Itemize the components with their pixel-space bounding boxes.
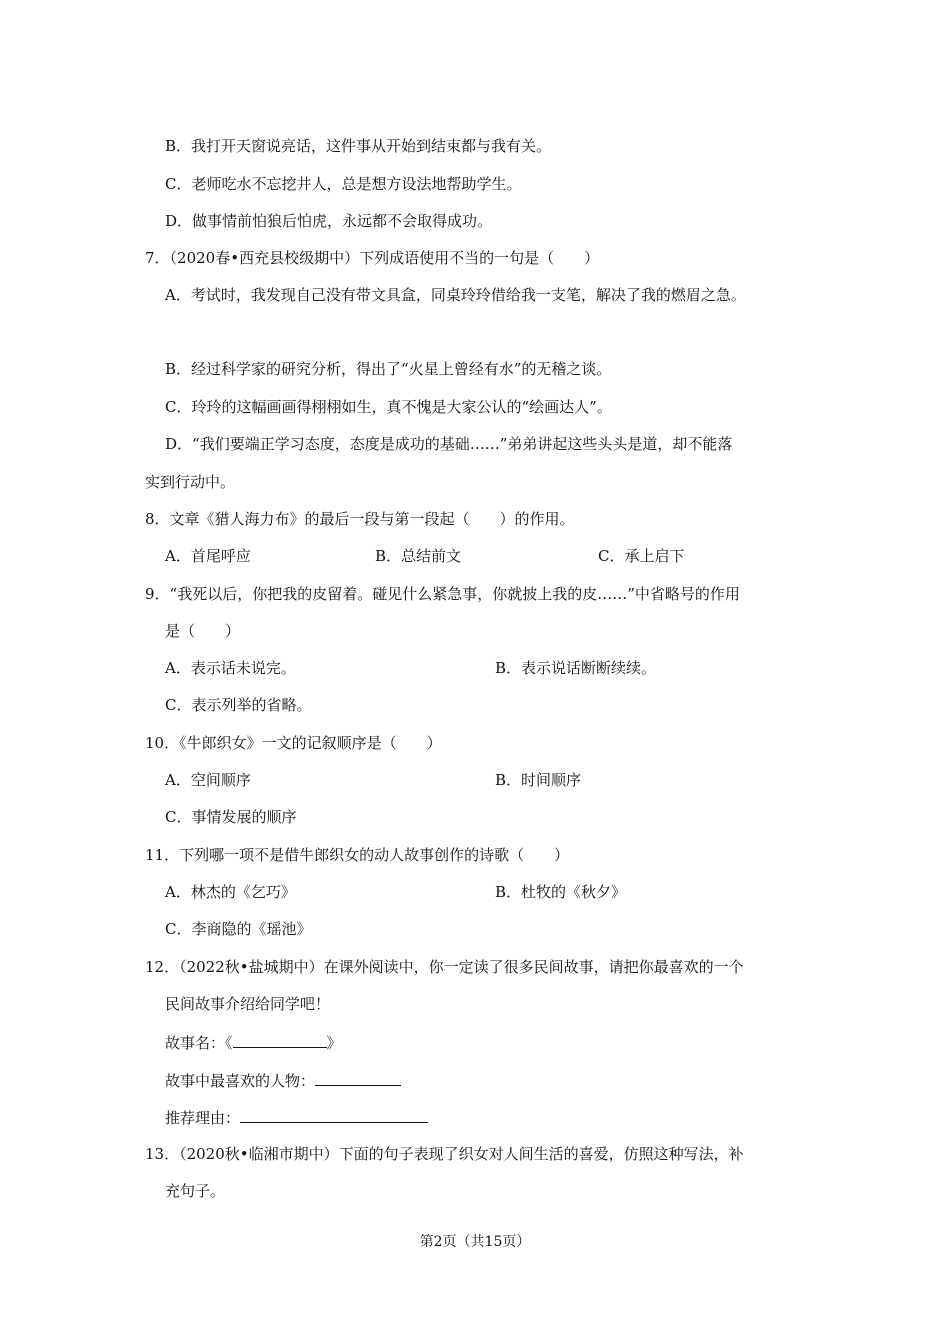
- q7-option-b: B．经过科学家的研究分析，得出了“火星上曾经有水”的无稽之谈。: [165, 360, 612, 378]
- story-name-suffix: 》: [326, 1034, 342, 1052]
- story-name-label: 故事名：《: [165, 1034, 233, 1052]
- favorite-character-field: [165, 1069, 401, 1091]
- q10-stem: 10．《牛郎织女》一文的记叙顺序是（ ）: [145, 734, 442, 752]
- q7-option-d-line1: D．“我们要端正学习态度，态度是成功的基础……”弟弟讲起这些头头是道，却不能落: [165, 435, 733, 453]
- q10-option-b: B．时间顺序: [495, 771, 582, 789]
- q7-option-c: C．玲玲的这幅画画得栩栩如生，真不愧是大家公认的“绘画达人”。: [165, 398, 612, 416]
- recommend-reason-field: [165, 1106, 428, 1128]
- q6-option-d: D．做事情前怕狼后怕虎，永远都不会取得成功。: [165, 212, 493, 230]
- q9-stem-line1: 9．“我死以后，你把我的皮留着。碰见什么紧急事，你就披上我的皮……”中省略号的作用: [145, 585, 740, 603]
- q12-stem-line2: 民间故事介绍给同学吧！: [165, 995, 331, 1013]
- q7-stem: 7．（2020春•西充县校级期中）下列成语使用不当的一句是（ ）: [145, 249, 600, 267]
- q9-stem-line2: 是（ ）: [165, 622, 241, 640]
- q10-option-a: A．空间顺序: [165, 771, 251, 789]
- q9-option-a: A．表示话未说完。: [165, 659, 296, 677]
- q11-option-c: C．李商隐的《瑶池》: [165, 920, 312, 938]
- q8-stem: 8．文章《猎人海力布》的最后一段与第一段起（ ）的作用。: [145, 510, 575, 528]
- q11-option-a: A．林杰的《乞巧》: [165, 883, 296, 901]
- favorite-character-label: 故事中最喜欢的人物：: [165, 1072, 316, 1090]
- q12-stem-line1: 12．（2022秋•盐城期中）在课外阅读中，你一定读了很多民间故事，请把你最喜欢的一个: [145, 958, 744, 976]
- story-name-blank[interactable]: [233, 1031, 327, 1048]
- q8-option-a: A．首尾呼应: [165, 547, 251, 565]
- q10-option-c: C．事情发展的顺序: [165, 808, 297, 826]
- recommend-reason-label: 推荐理由：: [165, 1109, 241, 1127]
- page-footer: 第2页（共15页）: [419, 1234, 531, 1250]
- favorite-character-blank[interactable]: [315, 1069, 401, 1086]
- q13-stem-line2: 充句子。: [165, 1182, 226, 1200]
- q6-option-b: B．我打开天窗说亮话，这件事从开始到结束都与我有关。: [165, 137, 552, 155]
- recommend-reason-blank[interactable]: [240, 1106, 428, 1123]
- q8-option-c: C．承上启下: [598, 547, 685, 565]
- q11-option-b: B．杜牧的《秋夕》: [495, 883, 627, 901]
- q9-option-c: C．表示列举的省略。: [165, 696, 312, 714]
- q11-stem: 11．下列哪一项不是借牛郎织女的动人故事创作的诗歌（ ）: [145, 846, 570, 864]
- q6-option-c: C．老师吃水不忘挖井人，总是想方设法地帮助学生。: [165, 175, 522, 193]
- q7-option-d-line2: 实到行动中。: [145, 473, 236, 491]
- q9-option-b: B．表示说话断断续续。: [495, 659, 657, 677]
- q8-option-b: B．总结前文: [375, 547, 462, 565]
- q7-option-a: A．考试时，我发现自己没有带文具盒，同桌玲玲借给我一支笔，解决了我的燃眉之急。: [165, 286, 746, 304]
- q13-stem-line1: 13．（2020秋•临湘市期中）下面的句子表现了织女对人间生活的喜爱，仿照这种写法，补: [145, 1145, 744, 1163]
- story-name-field: [165, 1031, 342, 1053]
